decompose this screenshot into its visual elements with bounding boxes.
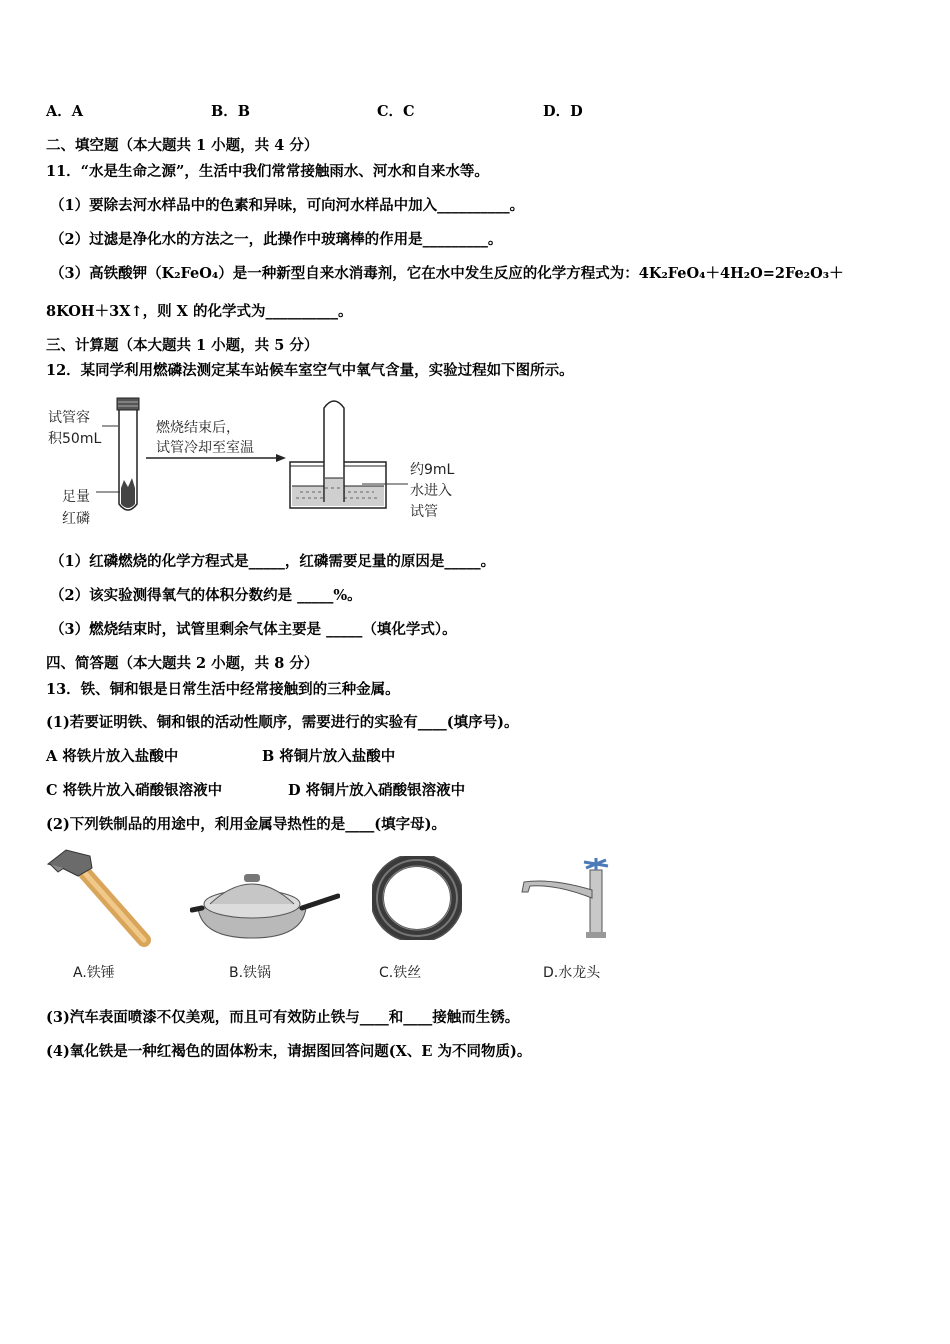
wok-image: [190, 868, 340, 942]
q13-option-d: D 将铜片放入硝酸银溶液中: [288, 782, 466, 799]
hammer-image: [44, 846, 156, 950]
q13-part1: (1)若要证明铁、铜和银的活动性顺序，需要进行的实验有____(填序号)。: [46, 714, 519, 731]
label-volume-line2: 积50mL: [48, 431, 102, 447]
caption-hammer: A.铁锤: [73, 965, 115, 981]
caption-faucet: D.水龙头: [543, 965, 601, 981]
option-b: B．B: [211, 103, 251, 120]
arrow-text-line1: 燃烧结束后，: [156, 420, 240, 436]
q13-part4: (4)氧化铁是一种红褐色的固体粉末，请据图回答问题(X、E 为不同物质)。: [46, 1043, 532, 1060]
caption-wok: B.铁锅: [229, 965, 272, 981]
option-d: D．D: [543, 103, 583, 120]
iron-wire-image: [372, 856, 462, 940]
section3-heading: 三、计算题（本大题共 1 小题，共 5 分）: [46, 337, 319, 354]
arrow-text-line2: 试管冷却至室温: [156, 440, 254, 456]
label-phosphorus-line2: 红磷: [62, 511, 90, 527]
q13-option-c: C 将铁片放入硝酸银溶液中: [46, 782, 223, 799]
q12-part1: （1）红磷燃烧的化学方程式是_____，红磷需要足量的原因是_____。: [50, 553, 496, 570]
section4-heading: 四、简答题（本大题共 2 小题，共 8 分）: [46, 655, 319, 672]
label-water-line1: 约9mL: [410, 462, 455, 478]
q11-stem: 11．“水是生命之源”，生活中我们常常接触雨水、河水和自来水等。: [46, 163, 489, 180]
experiment-diagram: [44, 392, 474, 532]
q13-option-a: A 将铁片放入盐酸中: [46, 748, 179, 765]
label-water-line3: 试管: [410, 504, 438, 520]
label-volume-line1: 试管容: [48, 410, 90, 426]
q11-part2: （2）过滤是净化水的方法之一，此操作中玻璃棒的作用是_________。: [50, 231, 503, 248]
inverted-test-tube: [324, 401, 344, 502]
q12-stem: 12．某同学利用燃磷法测定某车站候车室空气中氧气含量，实验过程如下图所示。: [46, 362, 574, 379]
arrow-head-icon: [276, 454, 286, 462]
option-a: A．A: [46, 103, 84, 120]
label-water-line2: 水进入: [410, 483, 452, 499]
q11-part1: （1）要除去河水样品中的色素和异味，可向河水样品中加入__________。: [50, 197, 525, 214]
q11-part3-cont: 8KOH＋3X↑，则 X 的化学式为__________。: [46, 303, 353, 320]
caption-wire: C.铁丝: [379, 965, 422, 981]
option-c: C．C: [377, 103, 415, 120]
q12-part2: （2）该实验测得氧气的体积分数约是 _____%。: [50, 587, 362, 604]
q13-part2: (2)下列铁制品的用途中，利用金属导热性的是____(填字母)。: [46, 816, 447, 833]
section2-heading: 二、填空题（本大题共 1 小题，共 4 分）: [46, 137, 319, 154]
label-phosphorus-line1: 足量: [62, 489, 90, 505]
q11-part3: （3）高铁酸钾（K₂FeO₄）是一种新型自来水消毒剂，它在水中发生反应的化学方程式为：4K₂FeO₄＋4H₂O=2Fe₂O₃＋: [50, 265, 844, 282]
q12-part3: （3）燃烧结束时，试管里剩余气体主要是 _____（填化学式）。: [50, 621, 457, 638]
q13-stem: 13．铁、铜和银是日常生活中经常接触到的三种金属。: [46, 681, 400, 698]
faucet-image: [512, 854, 616, 940]
q13-part3: (3)汽车表面喷漆不仅美观，而且可有效防止铁与____和____接触而生锈。: [46, 1009, 520, 1026]
q13-option-b: B 将铜片放入盐酸中: [262, 748, 396, 765]
test-tube-with-phosphorus: [117, 398, 139, 510]
